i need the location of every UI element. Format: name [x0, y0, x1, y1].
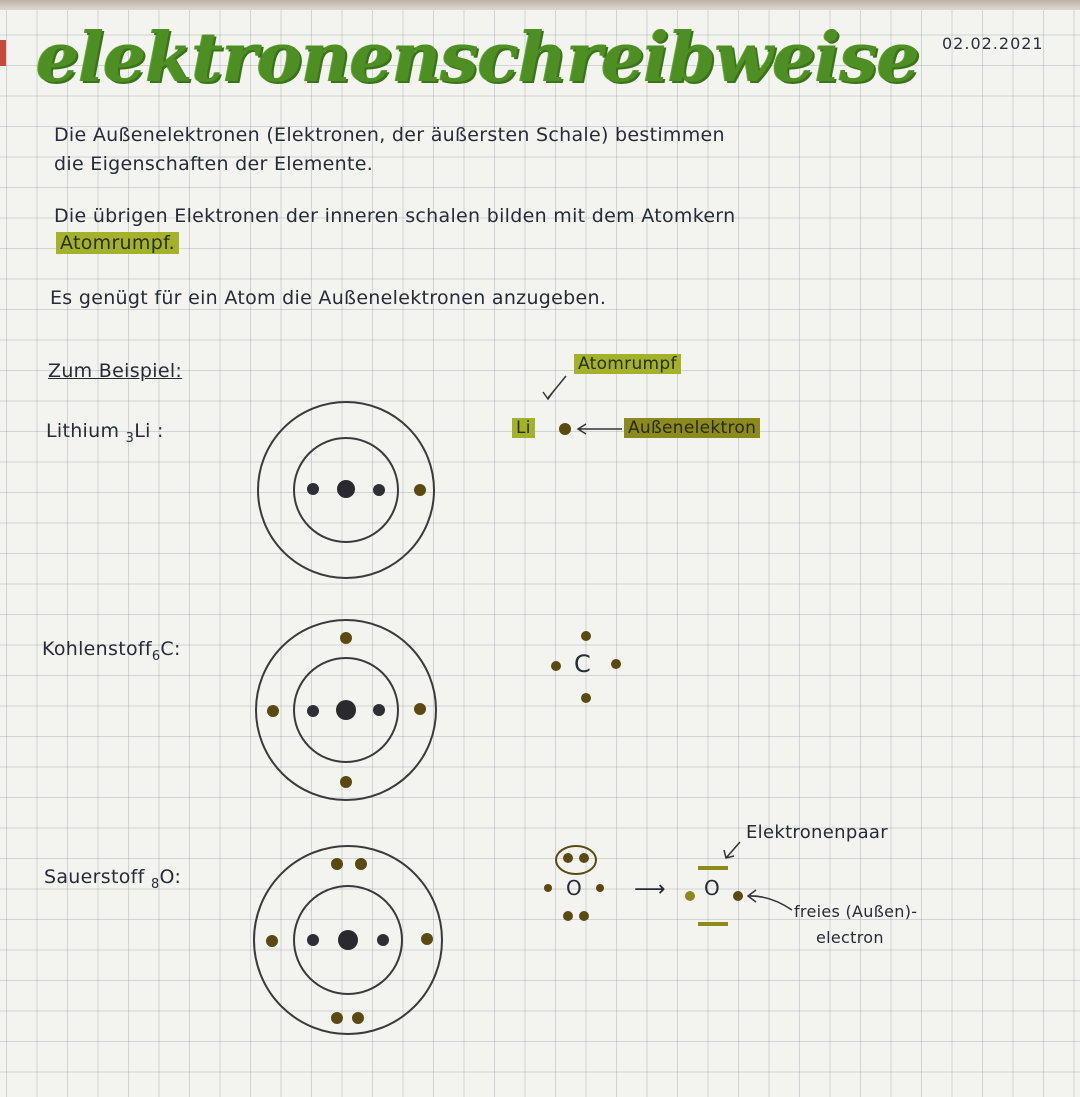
page-edge-marker [0, 40, 6, 66]
reaction-arrow: ⟶ [634, 877, 666, 902]
atomrumpf-highlight [56, 232, 179, 254]
atomrumpf-label-text: Atomrumpf [574, 354, 681, 374]
page-title: elektronenschreibweise [36, 18, 919, 98]
oxygen-dot-symbol-left: O [566, 876, 583, 900]
page-date: 02.02.2021 [942, 34, 1044, 53]
li-symbol-highlight [512, 418, 535, 438]
oxygen-symbol: O [159, 866, 175, 888]
example-heading: Zum Beispiel: [48, 360, 183, 382]
paragraph-1-line-1: Die Außenelektronen (Elektronen, der äußersten Schale) bestimmen [54, 124, 725, 146]
aussenelektron-label-text: Außenelektron [624, 418, 760, 438]
lithium-atomic-number: 3 [125, 430, 135, 446]
aussenelektron-label [624, 418, 760, 438]
oxygen-label [44, 866, 181, 892]
paragraph-2-line-1: Die übrigen Elektronen der inneren schalen bilden mit dem Atomkern [54, 205, 736, 227]
oxygen-name: Sauerstoff [44, 866, 145, 888]
carbon-label [42, 638, 181, 664]
paragraph-3: Es genügt für ein Atom die Außenelektronen anzugeben. [50, 287, 607, 309]
lithium-name: Lithium [46, 420, 120, 442]
li-symbol-text: Li [512, 418, 535, 438]
carbon-dot-symbol: C [574, 650, 592, 678]
atomrumpf-highlight-text: Atomrumpf. [56, 232, 179, 254]
freies-label-line-2: electron [816, 928, 884, 947]
oxygen-colon: : [174, 866, 182, 888]
lithium-colon: : [157, 420, 164, 442]
carbon-colon: : [174, 638, 181, 660]
carbon-name: Kohlenstoff [42, 638, 152, 660]
oxygen-dot-symbol-right: O [704, 876, 721, 900]
elektronenpaar-label: Elektronenpaar [746, 822, 888, 843]
oxygen-atomic-number: 8 [150, 876, 160, 892]
carbon-symbol: C [160, 638, 174, 660]
lithium-label [46, 420, 164, 446]
atomrumpf-label [574, 354, 681, 374]
paragraph-1-line-2: die Eigenschaften der Elemente. [54, 153, 374, 175]
freies-label-line-1: freies (Außen)- [794, 902, 918, 921]
carbon-atomic-number: 6 [151, 648, 161, 664]
lithium-symbol: Li [134, 420, 151, 442]
